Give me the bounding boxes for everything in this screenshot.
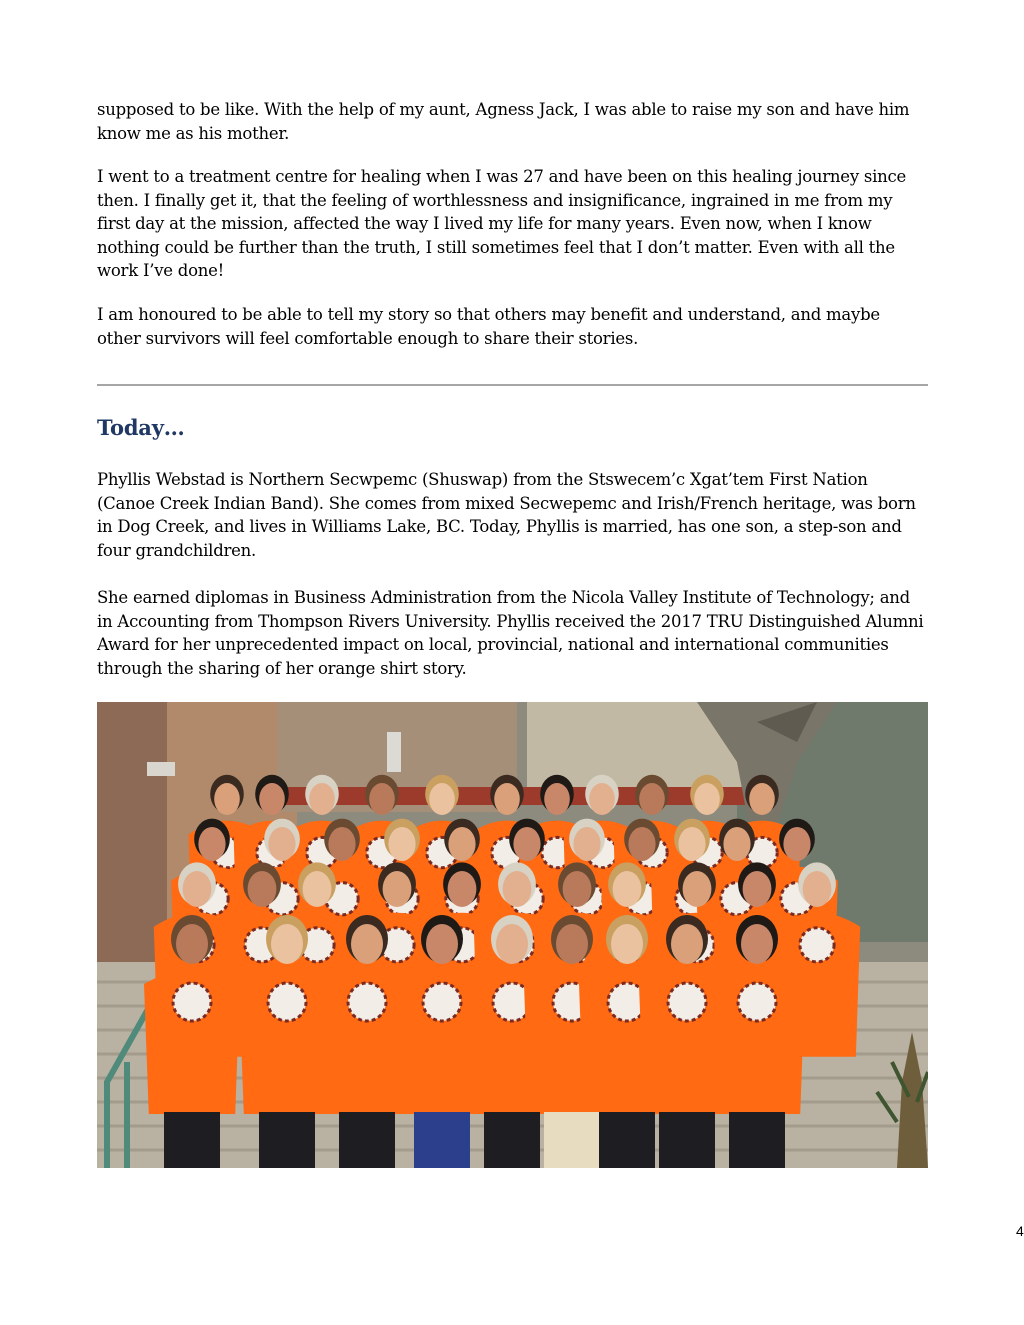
group-photo <box>97 702 928 1168</box>
paragraph-biography: Phyllis Webstad is Northern Secwpemc (Shuswap) from the Stswecem’c Xgat’tem First Nation (Canoe Creek Indian Band). She comes from mixed Secwepemc and Irish/French heritage, was born in Dog Creek, and lives in Williams Lake, BC. Today, Phyllis is married, has one son, a step-son and four grandchildren. <box>97 470 916 560</box>
document-page <box>97 0 1024 1325</box>
paragraph-education: She earned diplomas in Business Administration from the Nicola Valley Institute of Technology; and in Accounting from Thompson Rivers University. Phyllis received the 2017 TRU Distinguished Alumni Award for her unprecedented impact on local, provincial, national and international communities through the sharing of her orange shirt story. <box>97 588 924 678</box>
page-number: 4 <box>1016 1223 1024 1239</box>
section-divider <box>97 384 928 386</box>
paragraph-aunt: supposed to be like. With the help of my aunt, Agness Jack, I was able to raise my son and have him know me as his mother. <box>97 100 910 143</box>
section-heading-today: Today… <box>97 415 185 440</box>
paragraph-treatment-centre: I went to a treatment centre for healing when I was 27 and have been on this healing journey since then. I finally get it, that the feeling of worthlessness and insignificance, ingrained in me from my first day at the mission, affected the way I lived my life for many years. Even now, when I know nothing could be further than the truth, I still sometimes feel that I don’t matter. Even with all the work I’ve done! <box>97 167 907 280</box>
paragraph-honoured: I am honoured to be able to tell my story so that others may benefit and understand, and maybe other survivors will feel comfortable enough to share their stories. <box>97 305 880 348</box>
group-photo-image <box>97 702 928 1168</box>
